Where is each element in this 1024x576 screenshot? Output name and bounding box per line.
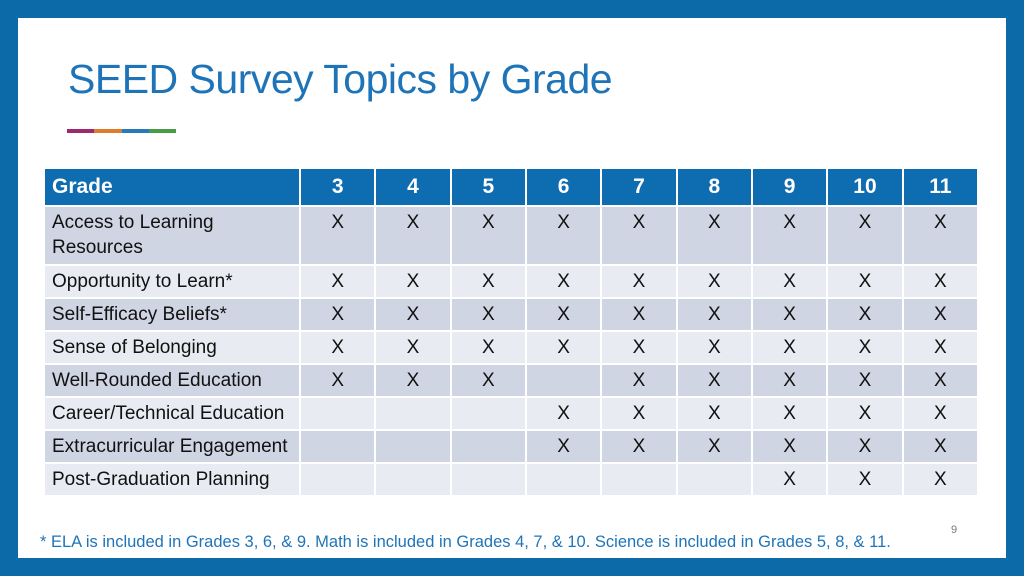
mark-cell: X xyxy=(451,298,526,331)
topics-table xyxy=(43,167,979,497)
mark-cell: X xyxy=(300,206,375,265)
header-grade-4: 4 xyxy=(375,168,450,206)
mark-cell: X xyxy=(827,206,902,265)
page-number: 9 xyxy=(951,524,958,536)
topic-cell: Extracurricular Engagement xyxy=(44,430,300,463)
mark-cell: X xyxy=(752,206,827,265)
mark-cell: X xyxy=(752,430,827,463)
mark-cell: X xyxy=(526,206,601,265)
mark-cell: X xyxy=(827,265,902,298)
mark-cell: X xyxy=(752,265,827,298)
mark-cell: X xyxy=(601,397,676,430)
mark-cell xyxy=(601,463,676,496)
topic-cell: Post-Graduation Planning xyxy=(44,463,300,496)
header-grade-5: 5 xyxy=(451,168,526,206)
mark-cell: X xyxy=(375,364,450,397)
mark-cell: X xyxy=(827,397,902,430)
mark-cell: X xyxy=(677,331,752,364)
mark-cell: X xyxy=(526,430,601,463)
mark-cell: X xyxy=(601,265,676,298)
mark-cell: X xyxy=(451,265,526,298)
mark-cell: X xyxy=(375,265,450,298)
mark-cell: X xyxy=(677,430,752,463)
header-grade-7: 7 xyxy=(601,168,676,206)
mark-cell: X xyxy=(903,298,978,331)
mark-cell: X xyxy=(451,331,526,364)
footnote: * ELA is included in Grades 3, 6, & 9. Math is included in Grades 4, 7, & 10. Science is included in Grades 5, 8, & 11. xyxy=(40,533,891,551)
header-grade: Grade xyxy=(44,168,300,206)
mark-cell: X xyxy=(827,364,902,397)
mark-cell: X xyxy=(827,298,902,331)
mark-cell: X xyxy=(752,397,827,430)
mark-cell xyxy=(300,397,375,430)
mark-cell: X xyxy=(526,298,601,331)
mark-cell xyxy=(375,397,450,430)
mark-cell: X xyxy=(601,298,676,331)
topic-cell: Opportunity to Learn* xyxy=(44,265,300,298)
accent-segment xyxy=(149,129,176,133)
slide-title: SEED Survey Topics by Grade xyxy=(68,56,613,102)
table-row xyxy=(44,298,978,331)
table-row xyxy=(44,331,978,364)
mark-cell: X xyxy=(601,331,676,364)
mark-cell xyxy=(526,463,601,496)
mark-cell: X xyxy=(903,463,978,496)
mark-cell: X xyxy=(903,430,978,463)
accent-segment xyxy=(67,129,94,133)
accent-segment xyxy=(94,129,121,133)
table-row xyxy=(44,463,978,496)
topic-cell: Self-Efficacy Beliefs* xyxy=(44,298,300,331)
mark-cell: X xyxy=(752,298,827,331)
mark-cell xyxy=(526,364,601,397)
mark-cell xyxy=(451,463,526,496)
table-row xyxy=(44,430,978,463)
header-grade-10: 10 xyxy=(827,168,902,206)
mark-cell: X xyxy=(526,265,601,298)
mark-cell xyxy=(451,430,526,463)
mark-cell xyxy=(375,430,450,463)
table-row xyxy=(44,397,978,430)
mark-cell: X xyxy=(375,331,450,364)
mark-cell: X xyxy=(903,265,978,298)
mark-cell: X xyxy=(526,397,601,430)
mark-cell: X xyxy=(677,364,752,397)
mark-cell: X xyxy=(677,397,752,430)
mark-cell: X xyxy=(601,430,676,463)
mark-cell: X xyxy=(903,206,978,265)
mark-cell xyxy=(451,397,526,430)
mark-cell: X xyxy=(451,364,526,397)
header-grade-11: 11 xyxy=(903,168,978,206)
mark-cell: X xyxy=(903,397,978,430)
topic-cell: Career/Technical Education xyxy=(44,397,300,430)
mark-cell: X xyxy=(677,265,752,298)
mark-cell: X xyxy=(601,364,676,397)
header-grade-8: 8 xyxy=(677,168,752,206)
mark-cell: X xyxy=(903,331,978,364)
topic-cell: Sense of Belonging xyxy=(44,331,300,364)
mark-cell xyxy=(375,463,450,496)
header-grade-6: 6 xyxy=(526,168,601,206)
mark-cell: X xyxy=(827,430,902,463)
mark-cell: X xyxy=(451,206,526,265)
accent-segment xyxy=(122,129,149,133)
mark-cell: X xyxy=(752,364,827,397)
mark-cell: X xyxy=(300,331,375,364)
mark-cell: X xyxy=(526,331,601,364)
mark-cell: X xyxy=(752,463,827,496)
header-grade-3: 3 xyxy=(300,168,375,206)
topic-cell: Well-Rounded Education xyxy=(44,364,300,397)
accent-bar xyxy=(67,129,176,133)
mark-cell: X xyxy=(752,331,827,364)
mark-cell: X xyxy=(677,206,752,265)
mark-cell: X xyxy=(601,206,676,265)
mark-cell xyxy=(677,463,752,496)
topic-cell: Access to Learning Resources xyxy=(44,206,300,265)
mark-cell xyxy=(300,430,375,463)
table-row xyxy=(44,364,978,397)
mark-cell xyxy=(300,463,375,496)
mark-cell: X xyxy=(300,364,375,397)
mark-cell: X xyxy=(300,265,375,298)
mark-cell: X xyxy=(300,298,375,331)
mark-cell: X xyxy=(375,298,450,331)
slide xyxy=(18,18,1006,558)
mark-cell: X xyxy=(827,331,902,364)
header-grade-9: 9 xyxy=(752,168,827,206)
mark-cell: X xyxy=(375,206,450,265)
header-row xyxy=(44,168,978,206)
mark-cell: X xyxy=(903,364,978,397)
table-row xyxy=(44,265,978,298)
mark-cell: X xyxy=(677,298,752,331)
table-row xyxy=(44,206,978,265)
mark-cell: X xyxy=(827,463,902,496)
